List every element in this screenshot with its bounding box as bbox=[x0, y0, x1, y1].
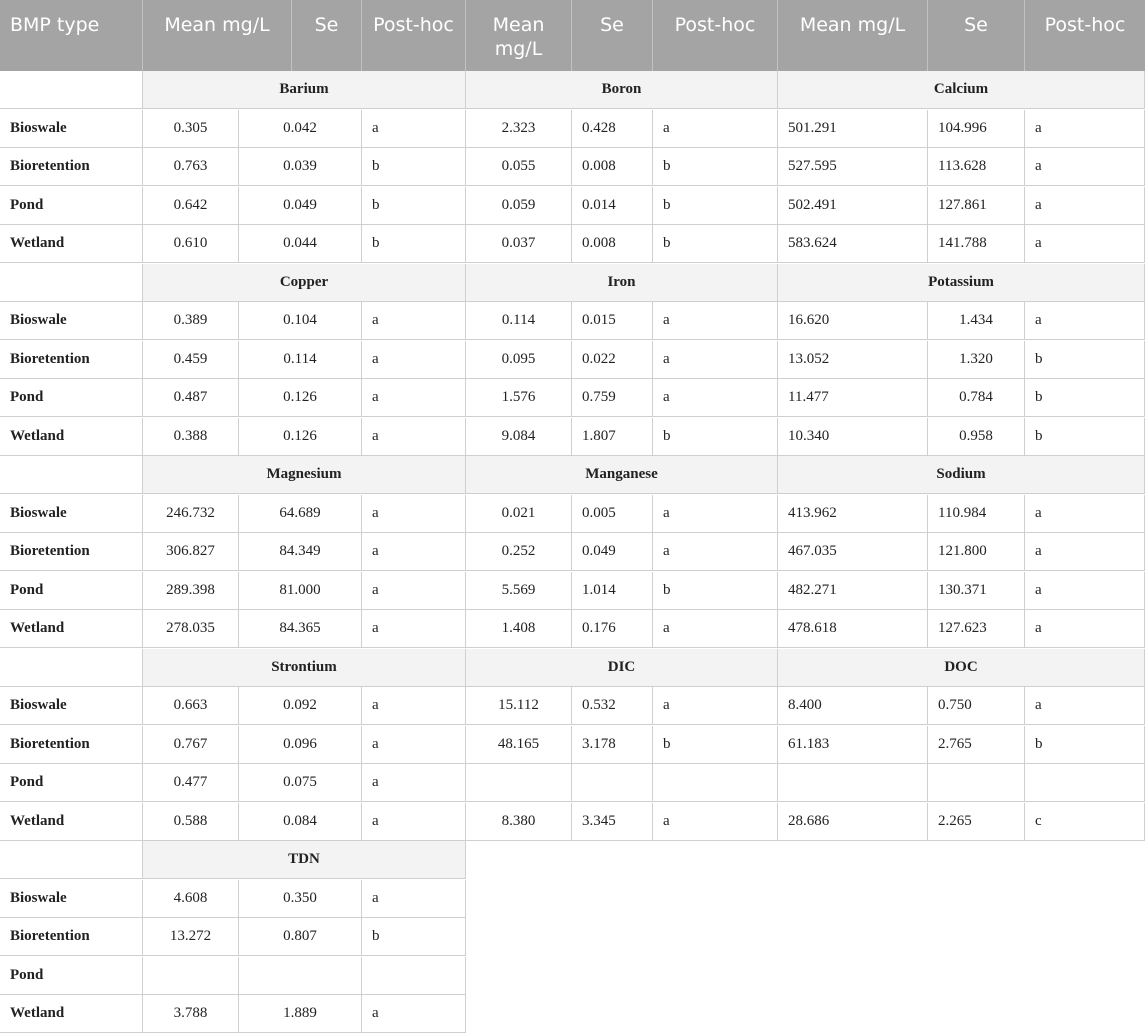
cell-posthoc: a bbox=[1025, 687, 1145, 725]
cell-posthoc: a bbox=[1025, 495, 1145, 533]
cell-mean: 9.084 bbox=[466, 418, 572, 456]
cell-se: 0.126 bbox=[239, 418, 362, 456]
cell-se: 0.084 bbox=[239, 803, 362, 841]
group-title-doc: DOC bbox=[778, 649, 1145, 687]
cell-mean: 16.620 bbox=[778, 302, 928, 340]
cell-mean bbox=[143, 957, 239, 995]
cell-mean: 1.576 bbox=[466, 379, 572, 417]
cell-mean: 13.272 bbox=[143, 918, 239, 956]
section-row-header bbox=[0, 264, 143, 302]
cell-posthoc: a bbox=[1025, 148, 1145, 186]
cell-se: 84.365 bbox=[239, 610, 362, 648]
cell-posthoc: b bbox=[653, 572, 778, 610]
cell-se: 2.265 bbox=[928, 803, 1025, 841]
cell-se: 84.349 bbox=[239, 533, 362, 571]
cell-posthoc: b bbox=[362, 918, 466, 956]
cell-mean: 13.052 bbox=[778, 341, 928, 379]
bmp-type-label: Bioswale bbox=[0, 687, 143, 725]
cell-se: 0.096 bbox=[239, 726, 362, 764]
cell-posthoc: b bbox=[1025, 726, 1145, 764]
cell-se: 1.014 bbox=[572, 572, 653, 610]
cell-se: 2.765 bbox=[928, 726, 1025, 764]
bmp-type-label: Bioretention bbox=[0, 918, 143, 956]
header-se-3: Se bbox=[928, 0, 1025, 71]
cell-posthoc: a bbox=[653, 302, 778, 340]
cell-se: 0.042 bbox=[239, 110, 362, 148]
cell-mean: 8.380 bbox=[466, 803, 572, 841]
cell-mean: 527.595 bbox=[778, 148, 928, 186]
section-row-header bbox=[0, 456, 143, 494]
cell-se: 0.008 bbox=[572, 148, 653, 186]
cell-posthoc: a bbox=[362, 341, 466, 379]
cell-mean: 0.037 bbox=[466, 225, 572, 263]
bmp-type-label: Pond bbox=[0, 957, 143, 995]
cell-se: 1.889 bbox=[239, 995, 362, 1033]
cell-posthoc: a bbox=[653, 379, 778, 417]
bmp-type-label: Pond bbox=[0, 764, 143, 802]
cell-mean: 0.763 bbox=[143, 148, 239, 186]
header-posthoc-2: Post-hoc bbox=[653, 0, 778, 71]
cell-mean: 246.732 bbox=[143, 495, 239, 533]
cell-posthoc: a bbox=[1025, 572, 1145, 610]
cell-posthoc: a bbox=[1025, 225, 1145, 263]
cell-se: 0.039 bbox=[239, 148, 362, 186]
cell-mean: 0.477 bbox=[143, 764, 239, 802]
cell-posthoc: b bbox=[1025, 341, 1145, 379]
cell-se: 81.000 bbox=[239, 572, 362, 610]
cell-posthoc: b bbox=[1025, 418, 1145, 456]
cell-mean: 0.305 bbox=[143, 110, 239, 148]
cell-posthoc: a bbox=[1025, 110, 1145, 148]
cell-posthoc: a bbox=[653, 610, 778, 648]
cell-se: 0.049 bbox=[239, 187, 362, 225]
cell-se: 0.126 bbox=[239, 379, 362, 417]
group-title-tdn: TDN bbox=[143, 841, 466, 879]
cell-posthoc: a bbox=[362, 995, 466, 1033]
cell-se: 127.861 bbox=[928, 187, 1025, 225]
group-title-sodium: Sodium bbox=[778, 456, 1145, 494]
cell-mean: 502.491 bbox=[778, 187, 928, 225]
bmp-type-label: Bioswale bbox=[0, 495, 143, 533]
cell-mean: 15.112 bbox=[466, 687, 572, 725]
group-title-boron: Boron bbox=[466, 71, 778, 109]
cell-se: 104.996 bbox=[928, 110, 1025, 148]
cell-posthoc bbox=[1025, 764, 1145, 802]
cell-posthoc: a bbox=[362, 110, 466, 148]
cell-posthoc: b bbox=[362, 148, 466, 186]
cell-mean: 0.252 bbox=[466, 533, 572, 571]
cell-se: 0.049 bbox=[572, 533, 653, 571]
cell-se: 0.532 bbox=[572, 687, 653, 725]
group-title-barium: Barium bbox=[143, 71, 466, 109]
bmp-type-label: Pond bbox=[0, 379, 143, 417]
bmp-type-label: Bioswale bbox=[0, 110, 143, 148]
group-title-manganese: Manganese bbox=[466, 456, 778, 494]
cell-posthoc: a bbox=[362, 764, 466, 802]
cell-mean: 0.459 bbox=[143, 341, 239, 379]
bmp-type-label: Bioretention bbox=[0, 341, 143, 379]
cell-se: 0.005 bbox=[572, 495, 653, 533]
cell-posthoc bbox=[653, 764, 778, 802]
cell-posthoc: b bbox=[362, 225, 466, 263]
cell-mean: 0.388 bbox=[143, 418, 239, 456]
cell-posthoc: b bbox=[653, 148, 778, 186]
cell-posthoc: a bbox=[653, 533, 778, 571]
cell-se: 0.807 bbox=[239, 918, 362, 956]
cell-posthoc: a bbox=[362, 726, 466, 764]
cell-mean: 583.624 bbox=[778, 225, 928, 263]
bmp-type-label: Wetland bbox=[0, 225, 143, 263]
bmp-type-label: Pond bbox=[0, 187, 143, 225]
cell-posthoc: a bbox=[653, 341, 778, 379]
group-title-calcium: Calcium bbox=[778, 71, 1145, 109]
cell-se: 113.628 bbox=[928, 148, 1025, 186]
cell-posthoc: a bbox=[1025, 187, 1145, 225]
cell-mean: 0.588 bbox=[143, 803, 239, 841]
section-row-header bbox=[0, 71, 143, 109]
cell-mean: 278.035 bbox=[143, 610, 239, 648]
cell-se: 3.345 bbox=[572, 803, 653, 841]
bmp-type-label: Bioswale bbox=[0, 302, 143, 340]
cell-posthoc: a bbox=[362, 379, 466, 417]
cell-posthoc: a bbox=[362, 572, 466, 610]
cell-posthoc: b bbox=[362, 187, 466, 225]
table-header bbox=[0, 0, 1145, 71]
header-se-2: Se bbox=[572, 0, 653, 71]
cell-posthoc: a bbox=[1025, 302, 1145, 340]
cell-se bbox=[239, 957, 362, 995]
bmp-type-label: Wetland bbox=[0, 418, 143, 456]
cell-mean: 5.569 bbox=[466, 572, 572, 610]
cell-se: 0.784 bbox=[928, 379, 1025, 417]
cell-posthoc: b bbox=[1025, 379, 1145, 417]
cell-mean: 0.095 bbox=[466, 341, 572, 379]
cell-posthoc bbox=[362, 957, 466, 995]
header-mean-2: Mean mg/L bbox=[466, 0, 572, 71]
cell-posthoc: a bbox=[362, 418, 466, 456]
cell-posthoc: a bbox=[1025, 533, 1145, 571]
cell-mean: 289.398 bbox=[143, 572, 239, 610]
cell-se: 0.114 bbox=[239, 341, 362, 379]
cell-posthoc: a bbox=[653, 687, 778, 725]
cell-mean: 0.059 bbox=[466, 187, 572, 225]
cell-posthoc: b bbox=[653, 225, 778, 263]
group-title-iron: Iron bbox=[466, 264, 778, 302]
cell-posthoc: b bbox=[653, 418, 778, 456]
cell-mean: 0.055 bbox=[466, 148, 572, 186]
header-se-1: Se bbox=[292, 0, 362, 71]
cell-mean: 2.323 bbox=[466, 110, 572, 148]
header-posthoc-1: Post-hoc bbox=[362, 0, 466, 71]
bmp-type-label: Wetland bbox=[0, 803, 143, 841]
cell-posthoc: a bbox=[362, 880, 466, 918]
bmp-type-label: Bioswale bbox=[0, 880, 143, 918]
cell-se: 1.320 bbox=[928, 341, 1025, 379]
cell-mean: 482.271 bbox=[778, 572, 928, 610]
cell-mean: 10.340 bbox=[778, 418, 928, 456]
cell-mean: 0.663 bbox=[143, 687, 239, 725]
cell-mean bbox=[466, 764, 572, 802]
cell-se: 0.014 bbox=[572, 187, 653, 225]
cell-posthoc: b bbox=[653, 187, 778, 225]
cell-se: 0.104 bbox=[239, 302, 362, 340]
cell-mean: 0.021 bbox=[466, 495, 572, 533]
group-title-copper: Copper bbox=[143, 264, 466, 302]
cell-posthoc: a bbox=[362, 302, 466, 340]
cell-mean: 3.788 bbox=[143, 995, 239, 1033]
cell-posthoc: a bbox=[653, 495, 778, 533]
cell-mean: 306.827 bbox=[143, 533, 239, 571]
cell-se: 0.428 bbox=[572, 110, 653, 148]
cell-se: 0.350 bbox=[239, 880, 362, 918]
cell-se: 1.434 bbox=[928, 302, 1025, 340]
cell-mean: 467.035 bbox=[778, 533, 928, 571]
cell-mean: 61.183 bbox=[778, 726, 928, 764]
cell-mean: 413.962 bbox=[778, 495, 928, 533]
cell-se: 1.807 bbox=[572, 418, 653, 456]
cell-posthoc: a bbox=[362, 687, 466, 725]
bmp-type-label: Bioretention bbox=[0, 726, 143, 764]
cell-mean: 501.291 bbox=[778, 110, 928, 148]
cell-se: 0.750 bbox=[928, 687, 1025, 725]
cell-se: 0.958 bbox=[928, 418, 1025, 456]
cell-se: 0.044 bbox=[239, 225, 362, 263]
cell-posthoc: b bbox=[653, 726, 778, 764]
cell-posthoc: a bbox=[1025, 610, 1145, 648]
bmp-type-label: Bioretention bbox=[0, 533, 143, 571]
group-title-strontium: Strontium bbox=[143, 649, 466, 687]
section-row-header bbox=[0, 649, 143, 687]
cell-se: 0.759 bbox=[572, 379, 653, 417]
cell-posthoc: a bbox=[362, 495, 466, 533]
cell-posthoc: c bbox=[1025, 803, 1145, 841]
cell-se: 130.371 bbox=[928, 572, 1025, 610]
cell-mean: 0.767 bbox=[143, 726, 239, 764]
cell-posthoc: a bbox=[362, 533, 466, 571]
header-posthoc-3: Post-hoc bbox=[1044, 14, 1126, 36]
header-mean-1: Mean mg/L bbox=[143, 0, 292, 71]
cell-mean: 48.165 bbox=[466, 726, 572, 764]
cell-posthoc: a bbox=[653, 803, 778, 841]
cell-se: 0.075 bbox=[239, 764, 362, 802]
cell-se: 0.015 bbox=[572, 302, 653, 340]
bmp-type-label: Wetland bbox=[0, 995, 143, 1033]
cell-mean: 0.610 bbox=[143, 225, 239, 263]
cell-mean: 0.114 bbox=[466, 302, 572, 340]
cell-posthoc: a bbox=[653, 110, 778, 148]
cell-se: 0.022 bbox=[572, 341, 653, 379]
bmp-type-label: Wetland bbox=[0, 610, 143, 648]
cell-se: 0.176 bbox=[572, 610, 653, 648]
cell-se: 127.623 bbox=[928, 610, 1025, 648]
cell-mean: 0.642 bbox=[143, 187, 239, 225]
cell-se: 64.689 bbox=[239, 495, 362, 533]
bmp-type-label: Bioretention bbox=[0, 148, 143, 186]
cell-posthoc: a bbox=[362, 610, 466, 648]
cell-mean: 478.618 bbox=[778, 610, 928, 648]
cell-mean: 8.400 bbox=[778, 687, 928, 725]
cell-se: 0.008 bbox=[572, 225, 653, 263]
cell-se: 0.092 bbox=[239, 687, 362, 725]
group-title-potassium: Potassium bbox=[778, 264, 1145, 302]
cell-se bbox=[572, 764, 653, 802]
cell-se: 3.178 bbox=[572, 726, 653, 764]
group-title-magnesium: Magnesium bbox=[143, 456, 466, 494]
bmp-type-label: Pond bbox=[0, 572, 143, 610]
cell-se: 110.984 bbox=[928, 495, 1025, 533]
cell-posthoc: a bbox=[362, 803, 466, 841]
section-row-header bbox=[0, 841, 143, 879]
header-bmp-type: BMP type bbox=[0, 0, 143, 71]
group-title-dic: DIC bbox=[466, 649, 778, 687]
cell-mean: 11.477 bbox=[778, 379, 928, 417]
cell-se: 121.800 bbox=[928, 533, 1025, 571]
header-mean-3: Mean mg/L bbox=[778, 0, 928, 71]
cell-mean: 4.608 bbox=[143, 880, 239, 918]
cell-mean: 0.389 bbox=[143, 302, 239, 340]
cell-mean: 28.686 bbox=[778, 803, 928, 841]
cell-se: 141.788 bbox=[928, 225, 1025, 263]
cell-mean: 0.487 bbox=[143, 379, 239, 417]
cell-mean: 1.408 bbox=[466, 610, 572, 648]
cell-se bbox=[928, 764, 1025, 802]
cell-mean bbox=[778, 764, 928, 802]
